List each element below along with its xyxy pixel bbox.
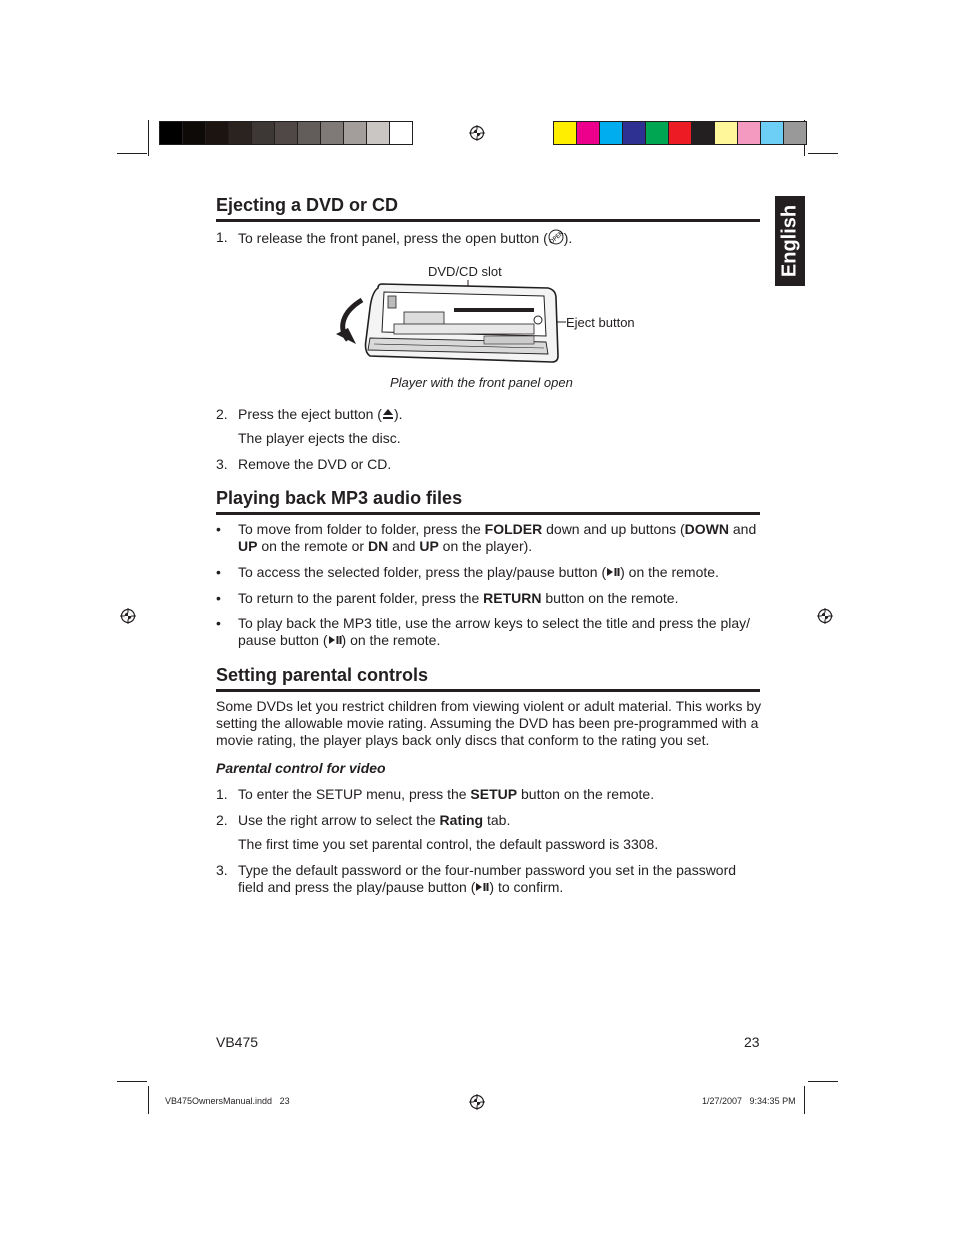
color-swatch [160,122,183,144]
crop-mark [117,1081,147,1082]
crop-mark [804,1086,805,1114]
color-swatch [784,122,806,144]
bullet-icon: • [216,615,221,631]
step-text: Press the eject button ( ). [238,406,403,422]
step-subtext: The first time you set parental control, the default password is 3308. [238,836,659,852]
step-number: 3. [216,456,228,472]
crop-mark [808,1081,838,1082]
crop-mark [148,1086,149,1114]
subheading: Parental control for video [216,760,386,776]
slug-datetime: 1/27/2007 9:34:35 PM [702,1096,796,1106]
color-swatch [321,122,344,144]
bullet-text: To return to the parent folder, press the RETURN button on the remote. [238,590,679,606]
grayscale-color-bar [159,121,413,145]
registration-mark-icon [817,608,833,624]
step-number: 3. [216,862,228,878]
color-swatch [738,122,761,144]
step-number: 1. [216,786,228,802]
bullet-icon: • [216,521,221,537]
footer-page-number: 23 [744,1034,760,1050]
color-swatch [623,122,646,144]
color-swatch [183,122,206,144]
crop-mark [117,153,147,154]
process-color-bar [553,121,807,145]
figure-caption: Player with the front panel open [390,375,573,390]
color-swatch [715,122,738,144]
bullet-text: To play back the MP3 title, use the arrow keys to select the title and press the play/ pause button ( ) on the remote. [238,615,751,648]
registration-mark-icon [469,125,485,141]
step-text: Use the right arrow to select the Rating tab. [238,812,511,828]
open-button-icon [548,229,564,245]
eject-icon [382,408,394,420]
bullet-icon: • [216,590,221,606]
color-swatch [600,122,623,144]
play-pause-icon [475,882,489,892]
language-tab [775,196,805,286]
step-number: 2. [216,406,228,422]
footer-model: VB475 [216,1034,259,1050]
section-heading-mp3: Playing back MP3 audio files [216,487,760,515]
color-swatch [669,122,692,144]
color-swatch [252,122,275,144]
registration-mark-icon [120,608,136,624]
step-subtext: The player ejects the disc. [238,430,401,446]
step-number: 1. [216,229,228,245]
play-pause-icon [328,635,342,645]
section-heading-parental: Setting parental controls [216,664,760,692]
color-swatch [344,122,367,144]
color-swatch [646,122,669,144]
intro-paragraph: Some DVDs let you restrict children from viewing violent or adult material. This works by setting the allowable movie rating. Assuming the DVD has been pre-programmed with a movie rating, the player plays back only discs that conform to the rating you set. [216,698,762,748]
color-swatch [761,122,784,144]
registration-mark-icon [469,1094,485,1110]
bullet-text: To move from folder to folder, press the FOLDER down and up buttons (DOWN and UP on the remote or DN and UP on the player). [238,521,757,554]
play-pause-icon [606,567,620,577]
section-heading-eject: Ejecting a DVD or CD [216,194,760,222]
color-swatch [298,122,321,144]
crop-mark [148,120,149,156]
step-text: Type the default password or the four-number password you set in the password field and press the play/pause button ( ) to confirm. [238,862,737,895]
color-swatch [275,122,298,144]
color-swatch [390,122,412,144]
bullet-icon: • [216,564,221,580]
step-text: To release the front panel, press the open button ( OPEN ). [238,229,573,246]
color-swatch [229,122,252,144]
figure-label-eject: Eject button [566,315,635,330]
crop-mark [808,153,838,154]
figure-label-slot: DVD/CD slot [428,264,502,279]
slug-filename: VB475OwnersManual.indd 23 [165,1096,290,1106]
player-front-panel-illustration [334,278,574,370]
step-number: 2. [216,812,228,828]
color-swatch [206,122,229,144]
language-tab-label: English [778,204,801,278]
color-swatch [692,122,715,144]
step-text: To enter the SETUP menu, press the SETUP button on the remote. [238,786,655,802]
color-swatch [554,122,577,144]
color-swatch [367,122,390,144]
step-text: Remove the DVD or CD. [238,456,392,472]
svg-text:OPEN: OPEN [547,229,564,245]
color-swatch [577,122,600,144]
bullet-text: To access the selected folder, press the play/pause button ( ) on the remote. [238,564,719,580]
